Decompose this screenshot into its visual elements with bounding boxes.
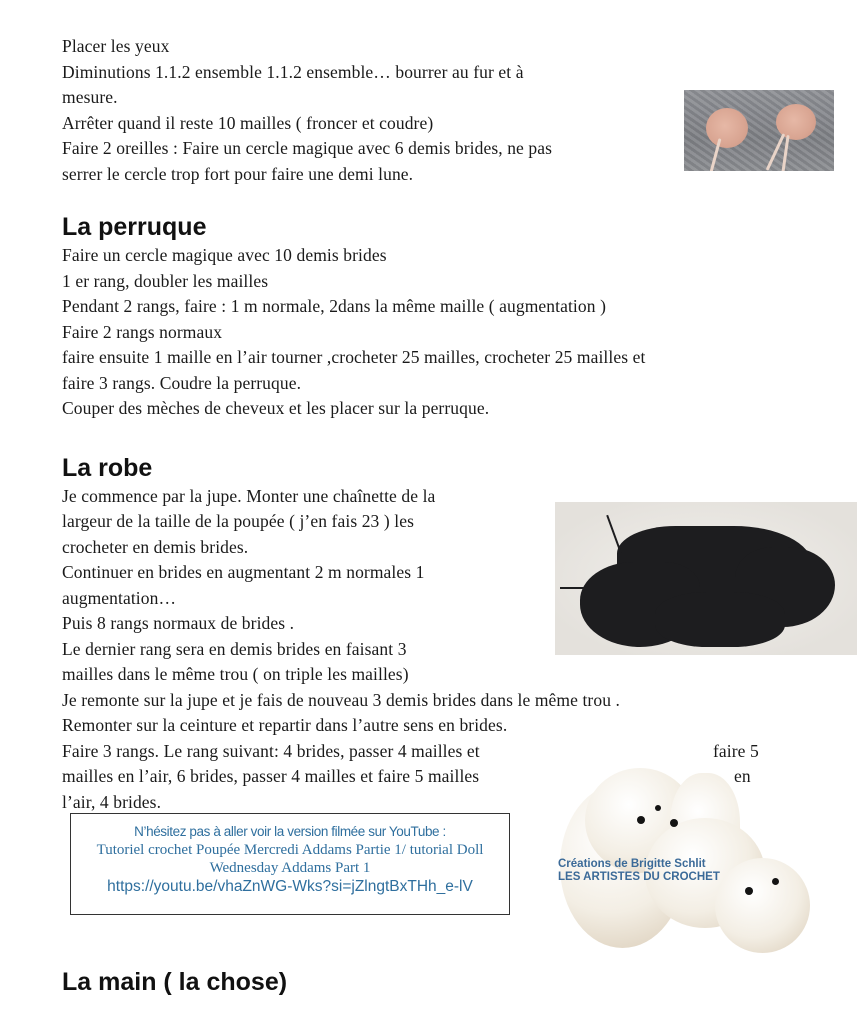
section-title-main: La main ( la chose): [62, 968, 288, 996]
intro-line: Faire 2 oreilles : Faire un cercle magique avec 6 demis brides, ne pas: [62, 138, 553, 158]
perruque-line: Pendant 2 rangs, faire : 1 m normale, 2dans la même maille ( augmentation ): [62, 296, 607, 316]
perruque-line: faire ensuite 1 maille en l’air tourner ,crocheter 25 mailles, crocheter 25 mailles et: [62, 347, 646, 367]
robe-line-tail: en: [734, 766, 751, 786]
intro-line: mesure.: [62, 87, 118, 107]
youtube-video-title: Tutoriel crochet Poupée Mercredi Addams Partie 1/ tutorial Doll: [96, 842, 484, 858]
robe-line: Continuer en brides en augmentant 2 m normales 1: [62, 562, 425, 582]
youtube-link[interactable]: https://youtu.be/vhaZnWG-Wks?si=jZlngtBxTHh_e-lV: [107, 878, 473, 895]
youtube-invite-text: N’hésitez pas à aller voir la version filmée sur YouTube :: [134, 824, 446, 839]
ears-photo: [684, 90, 834, 171]
robe-line: Faire 3 rangs. Le rang suivant: 4 brides, passer 4 mailles et: [62, 741, 480, 761]
intro-line: serrer le cercle trop fort pour faire une demi lune.: [62, 164, 414, 184]
dogs-photo: [555, 763, 813, 955]
perruque-line: Faire un cercle magique avec 10 demis brides: [62, 245, 387, 265]
robe-line: crocheter en demis brides.: [62, 537, 249, 557]
dress-photo: [555, 502, 857, 655]
robe-line-tail: faire 5: [713, 741, 759, 761]
section-title-robe: La robe: [62, 454, 153, 482]
watermark-line: Créations de Brigitte Schlit: [558, 858, 706, 870]
robe-line: mailles dans le même trou ( on triple les mailles): [62, 664, 409, 684]
robe-line: Remonter sur la ceinture et repartir dans l’autre sens en brides.: [62, 715, 508, 735]
robe-line: mailles en l’air, 6 brides, passer 4 mailles et faire 5 mailles: [62, 766, 480, 786]
robe-line: Je remonte sur la jupe et je fais de nouveau 3 demis brides dans le même trou .: [62, 690, 621, 710]
robe-line: augmentation…: [62, 588, 177, 608]
robe-line: l’air, 4 brides.: [62, 792, 162, 812]
perruque-line: Faire 2 rangs normaux: [62, 322, 223, 342]
youtube-info-box: [70, 813, 510, 915]
watermark-line: LES ARTISTES DU CROCHET: [558, 871, 720, 883]
robe-line: Puis 8 rangs normaux de brides .: [62, 613, 295, 633]
intro-line: Placer les yeux: [62, 36, 170, 56]
section-title-perruque: La perruque: [62, 213, 207, 241]
intro-line: Diminutions 1.1.2 ensemble 1.1.2 ensemble… bourrer au fur et à: [62, 62, 524, 82]
perruque-line: 1 er rang, doubler les mailles: [62, 271, 269, 291]
robe-line: Le dernier rang sera en demis brides en faisant 3: [62, 639, 407, 659]
perruque-line: faire 3 rangs. Coudre la perruque.: [62, 373, 302, 393]
intro-line: Arrêter quand il reste 10 mailles ( froncer et coudre): [62, 113, 434, 133]
robe-line: Je commence par la jupe. Monter une chaînette de la: [62, 486, 436, 506]
youtube-video-title-cont: Wednesday Addams Part 1: [209, 860, 371, 876]
perruque-line: Couper des mèches de cheveux et les placer sur la perruque.: [62, 398, 490, 418]
robe-line: largeur de la taille de la poupée ( j’en fais 23 ) les: [62, 511, 415, 531]
